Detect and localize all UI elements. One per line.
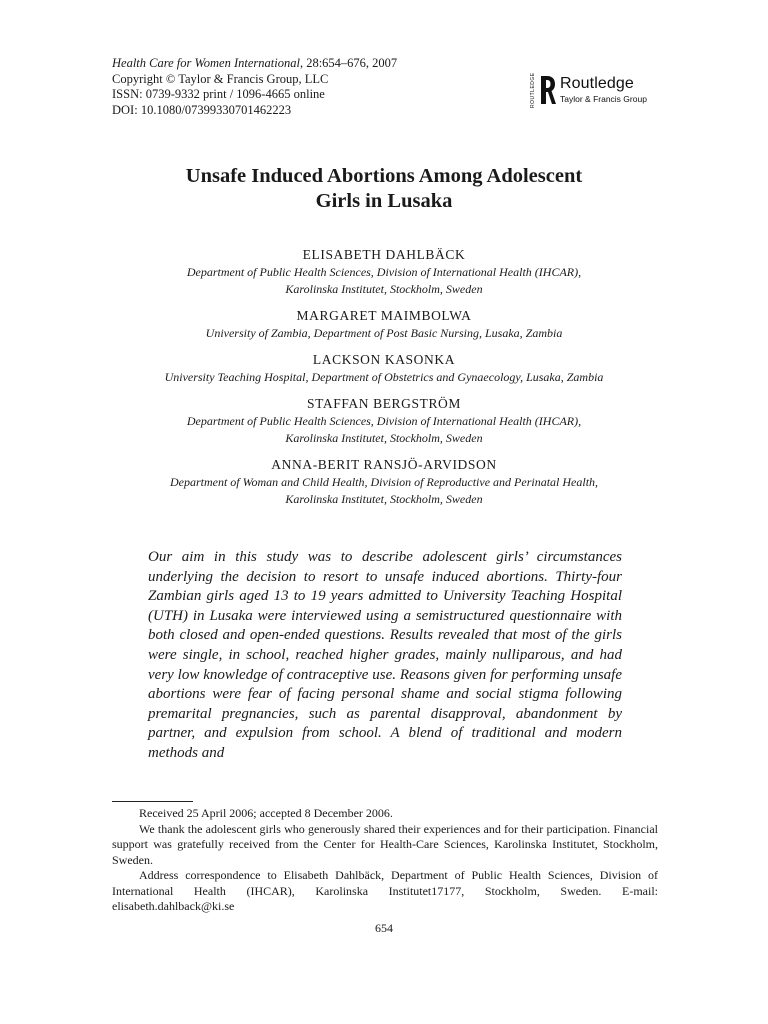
author-affiliation: University Teaching Hospital, Department of Obstetrics and Gynaecology, Lusaka, Zambia xyxy=(164,370,604,384)
author-name: ANNA-BERIT RANSJÖ-ARVIDSON xyxy=(271,457,497,472)
author-block xyxy=(84,307,684,342)
footnote-correspondence: Address correspondence to Elisabeth Dahlbäck, Department of Public Health Sciences, Division of International Health (IHCAR), Karolinska Institutet17177, Stockholm, Sweden. E-mail: elisabeth.dahlback@ki.se xyxy=(112,868,658,913)
author-affiliation: Department of Public Health Sciences, Division of International Health (IHCAR), xyxy=(186,414,582,428)
title-line-2: Girls in Lusaka xyxy=(315,190,453,212)
author-name: MARGARET MAIMBOLWA xyxy=(296,308,472,323)
footnote-divider xyxy=(112,801,193,802)
author-name: LACKSON KASONKA xyxy=(312,352,456,367)
footnotes xyxy=(112,806,658,915)
author-block xyxy=(84,246,684,298)
journal-citation xyxy=(112,56,397,72)
author-block xyxy=(84,395,684,447)
footnote-received: Received 25 April 2006; accepted 8 December 2006. xyxy=(139,806,393,820)
title-line-1: Unsafe Induced Abortions Among Adolescent xyxy=(185,165,583,187)
journal-metadata xyxy=(112,56,397,118)
copyright-line: Copyright © Taylor & Francis Group, LLC xyxy=(112,71,329,86)
page-number: 654 xyxy=(375,921,393,935)
journal-name: Health Care for Women International xyxy=(112,56,300,70)
publisher-logo xyxy=(530,72,647,108)
abstract-text: Our aim in this study was to describe adolescent girls’ circumstances underlying the decision to resort to unsafe induced abortions. Thirty-four Zambian girls aged 13 to 19 years admitted to University Teaching Hospital (UTH) in Lusaka were interviewed using a semistructured questionnaire with both closed and open-ended questions. Results revealed that most of the girls were single, in school, reached higher grades, mainly nulliparous, and had very low knowledge of contraceptive use. Reasons given for performing unsafe abortions were fear of facing personal shame and social stigma following premarital pregnancies, such as parental disapproval, abandonment by partner, and expulsion from school. A blend of traditional and modern methods and xyxy=(148,549,622,761)
author-affiliation: Karolinska Institutet, Stockholm, Sweden xyxy=(285,282,483,296)
journal-volume-pages: , 28:654–676, 2007 xyxy=(299,56,398,70)
author-name: STAFFAN BERGSTRÖM xyxy=(306,396,462,411)
author-affiliation: Karolinska Institutet, Stockholm, Sweden xyxy=(285,492,483,506)
author-block xyxy=(84,456,684,508)
doi-line: DOI: 10.1080/07399330701462223 xyxy=(112,102,292,117)
logo-vertical-text: ROUTLEDGE xyxy=(530,72,536,108)
publisher-name: Routledge xyxy=(560,75,634,93)
author-affiliation: Karolinska Institutet, Stockholm, Sweden xyxy=(285,431,483,445)
author-name: ELISABETH DAHLBÄCK xyxy=(302,247,466,262)
author-block xyxy=(84,351,684,386)
footnote-acknowledgment: We thank the adolescent girls who generously shared their experiences and for their participation. Financial support was gratefully received from the Center for Health-Care Sciences, Karolinska Institutet, Stockholm, Sweden. xyxy=(112,821,658,867)
routledge-r-logo-icon xyxy=(530,72,556,108)
author-affiliation: Department of Woman and Child Health, Division of Reproductive and Perinatal Health, xyxy=(169,475,599,489)
issn-line: ISSN: 0739-9332 print / 1096-4665 online xyxy=(112,87,325,101)
author-list xyxy=(84,246,684,517)
article-title xyxy=(84,164,684,214)
author-affiliation: Department of Public Health Sciences, Division of International Health (IHCAR), xyxy=(186,265,582,279)
publisher-group: Taylor & Francis Group xyxy=(560,94,647,105)
author-affiliation: University of Zambia, Department of Post Basic Nursing, Lusaka, Zambia xyxy=(205,326,563,340)
